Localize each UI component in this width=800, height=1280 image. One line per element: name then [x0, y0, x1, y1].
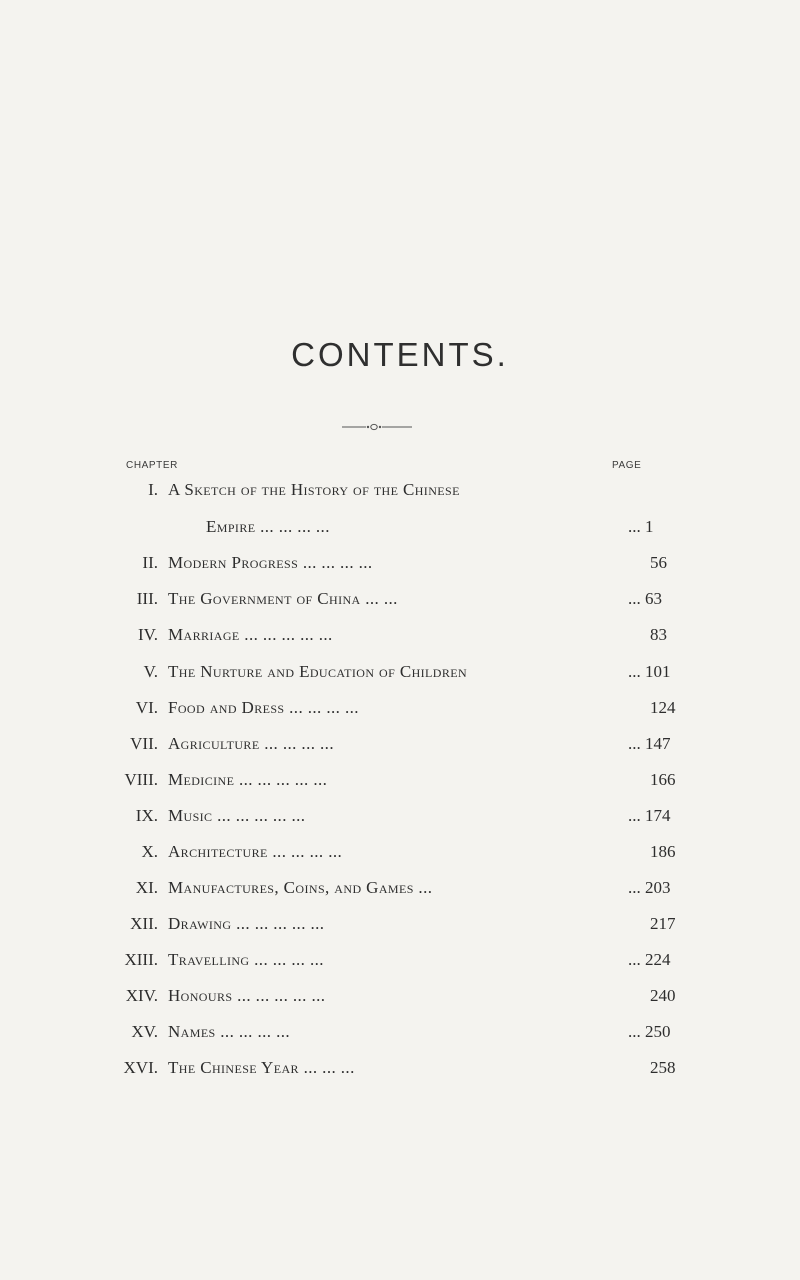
page-number: ... 224	[628, 950, 671, 969]
chapter-number: IV.	[138, 625, 158, 644]
toc-entry	[0, 734, 800, 768]
chapter-number: IX.	[135, 806, 158, 825]
toc-entry	[0, 986, 800, 1020]
chapter-number: V.	[143, 662, 158, 681]
chapter-column-label: CHAPTER	[126, 460, 178, 471]
chapter-number: XII.	[130, 914, 158, 933]
chapter-title: Architecture ... ... ... ...	[168, 842, 343, 861]
chapter-number: VI.	[135, 698, 158, 717]
toc-entry	[0, 1022, 800, 1056]
chapter-title: Manufactures, Coins, and Games ...	[168, 878, 433, 897]
page-number: ... 250	[628, 1022, 671, 1041]
chapter-number: XVI.	[123, 1058, 158, 1077]
chapter-title: A Sketch of the History of the Chinese	[168, 480, 460, 499]
chapter-title: Honours ... ... ... ... ...	[168, 986, 326, 1005]
chapter-title: Agriculture ... ... ... ...	[168, 734, 334, 753]
chapter-number: XV.	[131, 1022, 158, 1041]
page-number: ... 1	[628, 517, 654, 536]
chapter-title: Empire ... ... ... ...	[206, 517, 330, 536]
toc-entry	[0, 553, 800, 587]
chapter-title: The Nurture and Education of Children	[168, 662, 468, 681]
chapter-title: Travelling ... ... ... ...	[168, 950, 324, 969]
toc-entry	[0, 1058, 800, 1092]
toc-entry	[0, 842, 800, 876]
toc-entry	[0, 625, 800, 659]
chapter-title: The Government of China ... ...	[168, 589, 398, 608]
chapter-title: Modern Progress ... ... ... ...	[168, 553, 373, 572]
page-number: ... 101	[628, 662, 671, 681]
page-title: CONTENTS.	[291, 336, 509, 373]
chapter-title: Food and Dress ... ... ... ...	[168, 698, 359, 717]
page-number: ... 203	[628, 878, 671, 897]
chapter-title: Medicine ... ... ... ... ...	[168, 770, 328, 789]
toc-entry	[0, 878, 800, 912]
chapter-number: XI.	[135, 878, 158, 897]
chapter-title: Marriage ... ... ... ... ...	[168, 625, 333, 644]
chapter-number: XIV.	[125, 986, 158, 1005]
toc-entry	[0, 950, 800, 984]
chapter-number: VII.	[130, 734, 158, 753]
page-number: 124	[650, 698, 676, 717]
chapter-number: VIII.	[124, 770, 158, 789]
toc-entry	[0, 589, 800, 623]
chapter-number: XIII.	[124, 950, 158, 969]
chapter-title: Names ... ... ... ...	[168, 1022, 291, 1041]
toc-entry	[0, 480, 800, 514]
chapter-number: III.	[136, 589, 158, 608]
page-number: 186	[650, 842, 676, 861]
ornament-divider	[342, 422, 412, 432]
page-number: 166	[650, 770, 676, 789]
page-number: ... 63	[628, 589, 662, 608]
toc-entry	[0, 662, 800, 696]
page-number: 56	[650, 553, 667, 572]
toc-entry	[0, 806, 800, 840]
toc-entry	[0, 770, 800, 804]
page-number: 240	[650, 986, 676, 1005]
page-number: 83	[650, 625, 667, 644]
page-number: ... 147	[628, 734, 671, 753]
chapter-title: Music ... ... ... ... ...	[168, 806, 306, 825]
chapter-title: The Chinese Year ... ... ...	[168, 1058, 355, 1077]
page-number: ... 174	[628, 806, 671, 825]
toc-entry	[0, 698, 800, 732]
chapter-number: X.	[141, 842, 158, 861]
toc-entry	[0, 914, 800, 948]
chapter-number: II.	[142, 553, 158, 572]
page-column-label: PAGE	[612, 460, 642, 471]
toc-entry	[0, 517, 800, 551]
page-number: 258	[650, 1058, 676, 1077]
chapter-title: Drawing ... ... ... ... ...	[168, 914, 325, 933]
page-number: 217	[650, 914, 676, 933]
chapter-number: I.	[148, 480, 158, 499]
